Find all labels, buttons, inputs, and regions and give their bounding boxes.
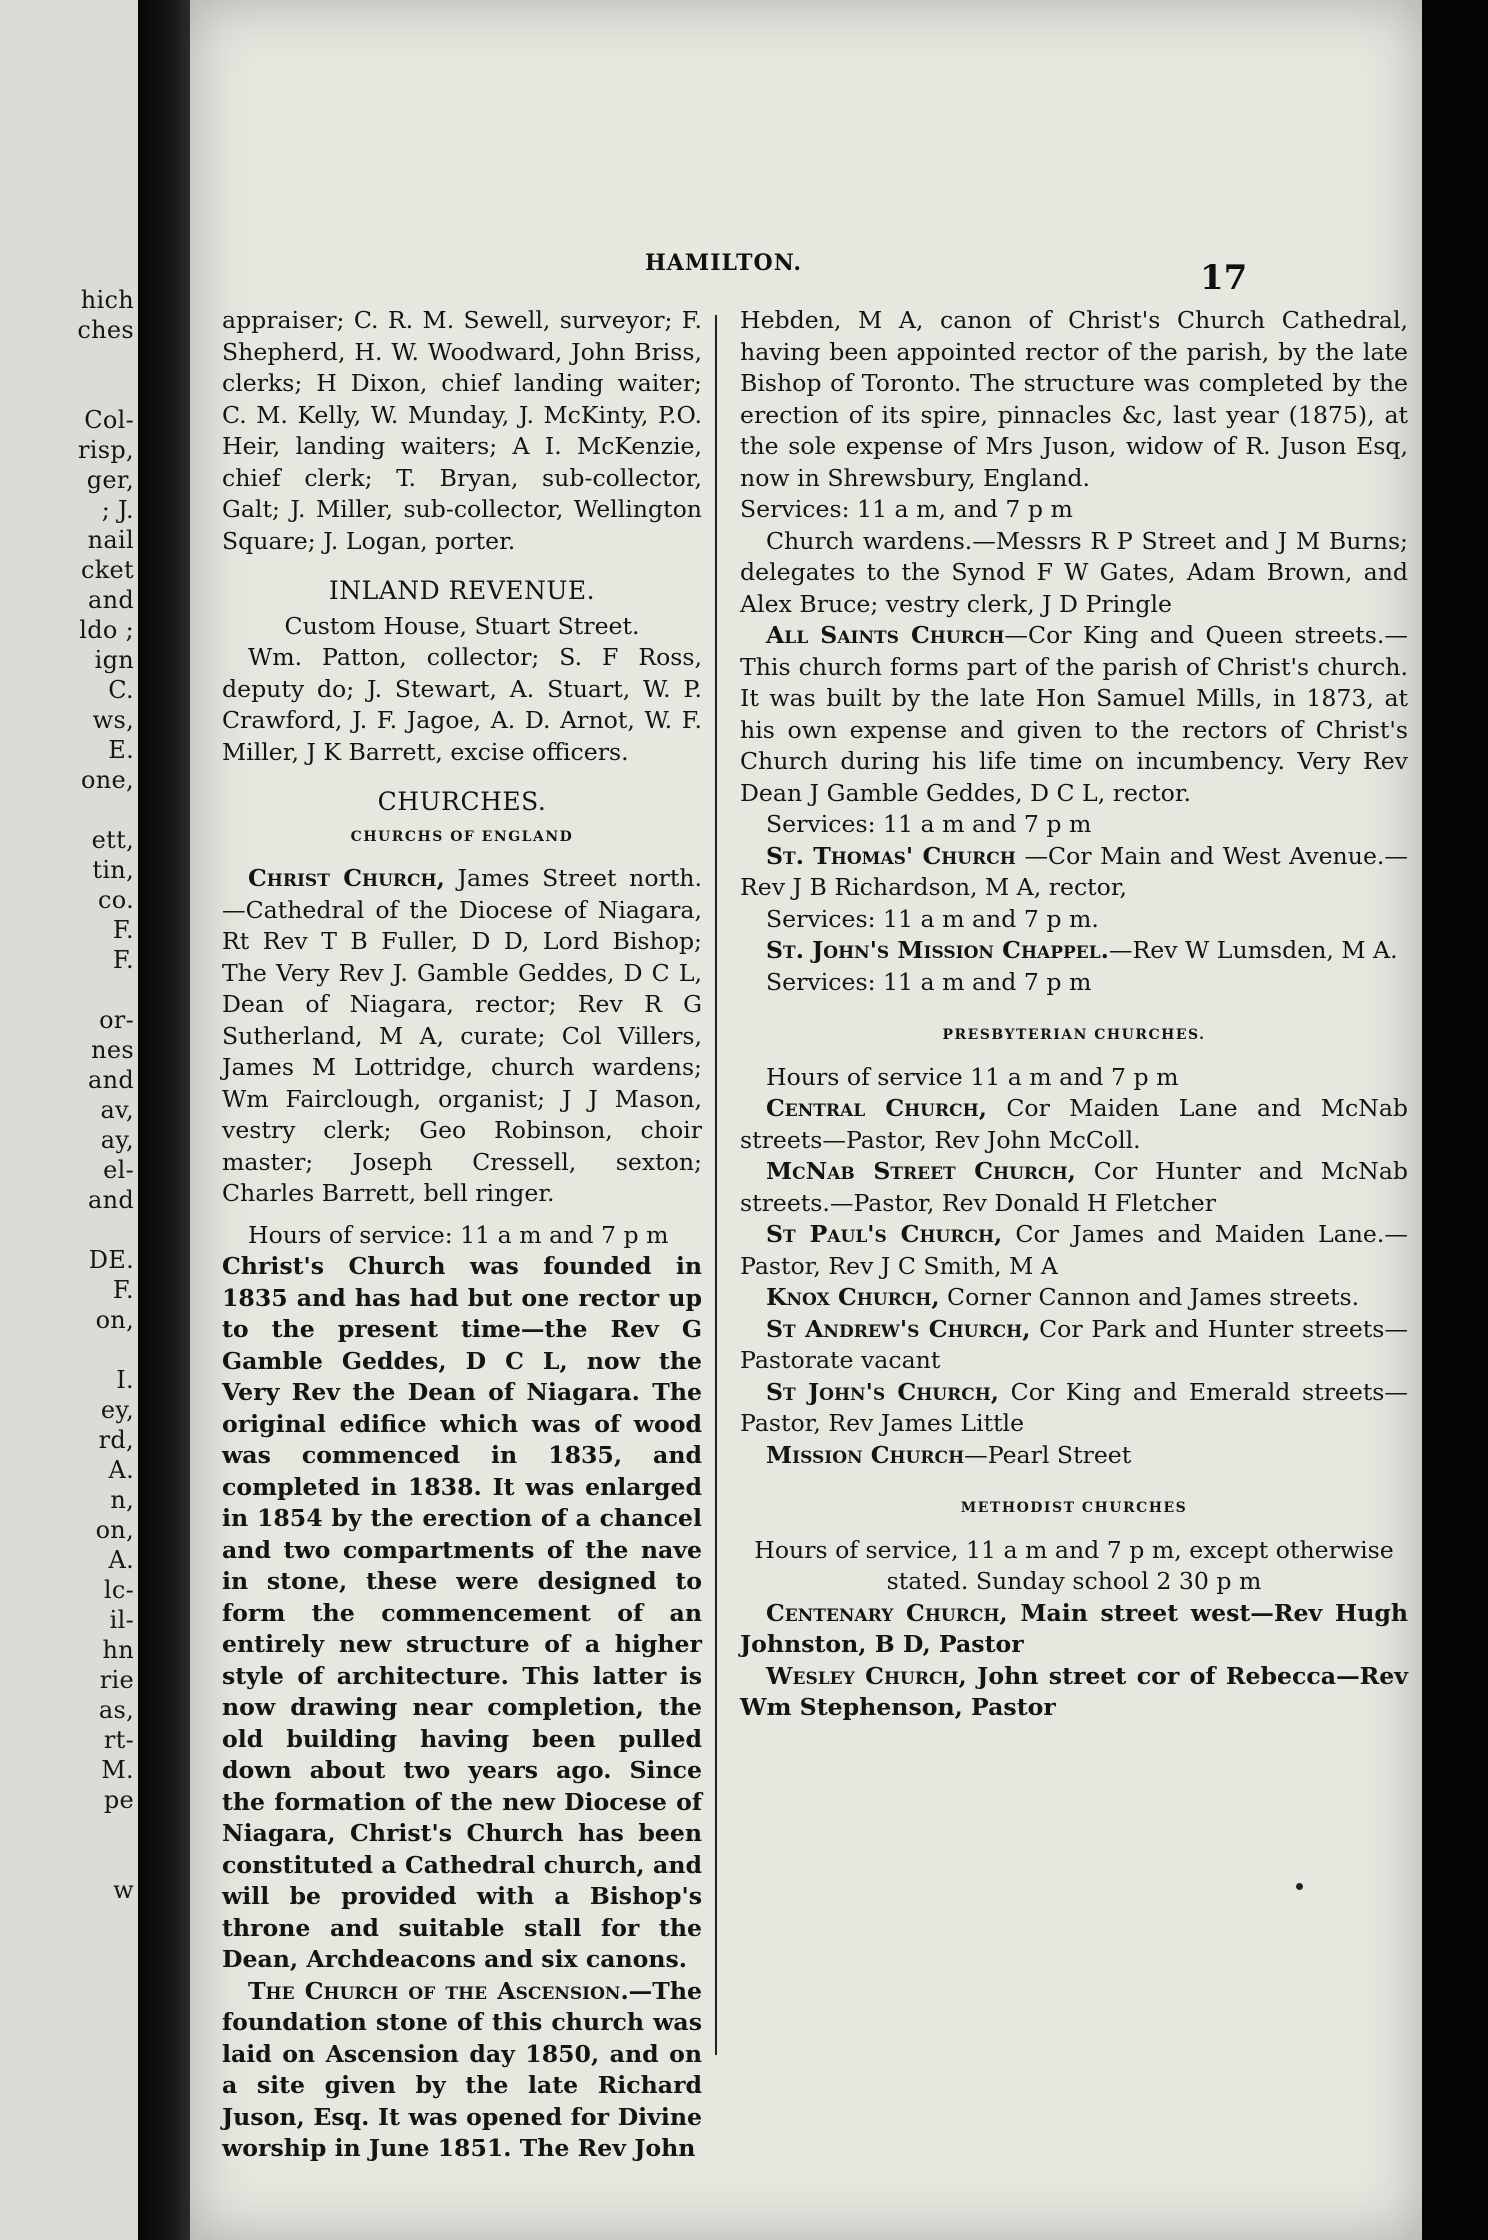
mission-church-entry [740,1440,1408,1472]
knox-details: Corner Cannon and James streets. [939,1283,1360,1311]
knox-entry [740,1282,1408,1314]
previous-page-edge [0,0,138,2240]
st-johns-details: Cor King and Emerald streets—Pastor, Rev James Little [740,1377,1408,1437]
ascension-wardens: Church wardens.—Messrs R P Street and J M Burns; delegates to the Synod F W Gates, Adam Brown, and Alex Bruce; vestry clerk, J D Pringle [740,526,1408,618]
st-thomas-entry [740,841,1408,904]
presbyterian-heading: PRESBYTERIAN CHURCHES. [942,1027,1206,1043]
ascension-name: The Church of the Ascension. [248,1976,629,2005]
central-church-entry [740,1093,1408,1156]
inland-revenue-address: Custom House, Stuart Street. [284,611,640,640]
all-saints-details: —Cor King and Queen streets.—This church forms part of the parish of Christ's church. It was built by the late Hon Samuel Mills, in 1873, at his own expense and given to the rectors of Christ's Church during his life time on incumbency. Very Rev Dean J Gamble Geddes, D C L, rector. [740,621,1408,807]
church-of-england-heading: CHURCHS OF ENGLAND [350,828,574,845]
st-andrews-entry [740,1314,1408,1377]
column-divider [715,315,717,2055]
right-column [730,305,1408,1724]
page [190,0,1422,2240]
st-pauls-entry [740,1219,1408,1282]
ascension-details: —The foundation stone of this church was laid on Ascension day 1850, and on a site given by the late Richard Juson, Esq. It was opened for Divine worship in June 1851. The Rev John [222,1976,702,2162]
all-saints-services: Services: 11 a m and 7 p m [766,810,1092,838]
knox-name: Knox Church, [766,1283,940,1311]
methodist-heading: METHODIST CHURCHES [960,1500,1188,1516]
st-johns-entry [740,1377,1408,1440]
scan-right-border [1420,0,1488,2240]
christ-church-entry [222,863,702,1210]
inland-revenue-officers: Wm. Patton, collector; S. F Ross, deputy do; J. Stewart, A. Stuart, W. P. Crawford, J. F. Jagoe, A. D. Arnot, W. F. Miller, J K Barrett, excise officers. [222,643,702,766]
christ-church-hours: Hours of service: 11 a m and 7 p m [248,1220,669,1249]
all-saints-name: All Saints Church [766,621,1005,649]
st-thomas-details: —Cor Main and West Avenue.—Rev J B Richardson, M A, rector, [740,841,1408,901]
st-andrews-name: St Andrew's Church, [766,1314,1031,1343]
previous-page-text-fragment: hich ches Col- risp, ger, ; J. nail cket and ldo ; ign C. ws, E. one, ett, tin, co. F. F. or- nes and av, ay, el- and DE. F. on, I. ey, rd, A. n, on, A. lc- il- hn rie as, rt- M. pe w [77,286,134,1904]
mission-church-details: —Pearl Street [964,1440,1132,1469]
ascension-continued: Hebden, M A, canon of Christ's Church Cathedral, having been appointed rector of the parish, by the late Bishop of Toronto. The structure was completed by the erection of its spire, pinnacles &c, last year (1875), at the sole expense of Mrs Juson, widow of R. Juson Esq, now in Shrewsbury, England. [740,306,1408,492]
st-johns-mission-name: St. John's Mission Chappel. [766,936,1109,964]
central-church-name: Central Church, [766,1094,987,1122]
wesley-entry [740,1661,1408,1724]
running-head: HAMILTON. [645,250,803,276]
ascension-services: Services: 11 a m, and 7 p m [740,495,1073,523]
churches-heading: CHURCHES. [377,787,547,816]
christ-church-name: Christ Church, [248,864,445,892]
mcnab-church-name: McNab Street Church, [766,1157,1076,1185]
wesley-name: Wesley Church, [766,1661,967,1690]
left-column [222,305,702,2165]
st-johns-mission-services: Services: 11 a m and 7 p m [766,967,1092,996]
st-pauls-details: Cor James and Maiden Lane.—Pastor, Rev J C Smith, M A [740,1220,1408,1280]
christ-church-details: James Street north.—Cathedral of the Diocese of Niagara, Rt Rev T B Fuller, D D, Lord Bishop; The Very Rev J. Gamble Geddes, D C L, Dean of Niagara, rector; Rev R G Sutherland, M A, curate; Col Villers, James M Lottridge, church wardens; Wm Fairclough, organist; J J Mason, vestry clerk; Geo Robinson, choir master; Joseph Cressell, sexton; Charles Barrett, bell ringer. [222,864,702,1207]
st-johns-mission-entry [740,935,1408,967]
page-number: 17 [1200,258,1248,298]
methodist-hours: Hours of service, 11 a m and 7 p m, except otherwise stated. Sunday school 2 30 p m [754,1535,1394,1595]
customs-staff-paragraph: appraiser; C. R. M. Sewell, surveyor; F. Shepherd, H. W. Woodward, John Briss, clerks; H Dixon, chief landing waiter; C. M. Kelly, W. Munday, J. McKinty, P.O. Heir, landing waiters; A I. McKenzie, chief clerk; T. Bryan, sub-collector, Galt; J. Miller, sub-collector, Wellington Square; J. Logan, porter. [222,306,702,555]
presbyterian-hours: Hours of service 11 a m and 7 p m [766,1062,1179,1091]
christ-church-history: Christ's Church was founded in 1835 and has had but one rector up to the present time—the Rev G Gamble Geddes, D C L, now the Very Rev the Dean of Niagara. The original edifice which was of wood was commenced in 1835, and completed in 1838. It was enlarged in 1854 by the erection of a chancel and two compartments of the nave in stone, these were designed to form the commencement of an entirely new structure of a higher style of architecture. This latter is now drawing near completion, the old building having been pulled down about two years ago. Since the formation of the new Diocese of Niagara, Christ's Church has been constituted a Cathedral church, and will be provided with a Bishop's throne and suitable stall for the Dean, Archdeacons and six canons. [222,1252,702,1973]
mcnab-church-entry [740,1156,1408,1219]
ascension-entry [222,1976,702,2165]
st-andrews-details: Cor Park and Hunter streets—Pastorate vacant [740,1314,1408,1374]
central-church-details: Cor Maiden Lane and McNab streets—Pastor, Rev John McColl. [740,1094,1408,1154]
st-johns-mission-details: —Rev W Lumsden, M A. [1108,936,1398,964]
wesley-details: John street cor of Rebecca—Rev Wm Stephenson, Pastor [740,1661,1408,1721]
ink-speck [1296,1883,1303,1890]
scan-gutter [138,0,190,2240]
centenary-name: Centenary Church, [766,1598,1008,1627]
st-johns-name: St John's Church, [766,1377,1000,1406]
centenary-entry [740,1598,1408,1661]
centenary-details: Main street west—Rev Hugh Johnston, B D, Pastor [740,1598,1408,1658]
st-thomas-services: Services: 11 a m and 7 p m. [766,904,1099,933]
st-thomas-name: St. Thomas' Church [766,841,1016,870]
mission-church-name: Mission Church [766,1440,965,1469]
inland-revenue-heading: INLAND REVENUE. [328,576,596,605]
st-pauls-name: St Paul's Church, [766,1220,1003,1248]
all-saints-entry [740,620,1408,809]
mcnab-church-details: Cor Hunter and McNab streets.—Pastor, Rev Donald H Fletcher [740,1157,1408,1217]
